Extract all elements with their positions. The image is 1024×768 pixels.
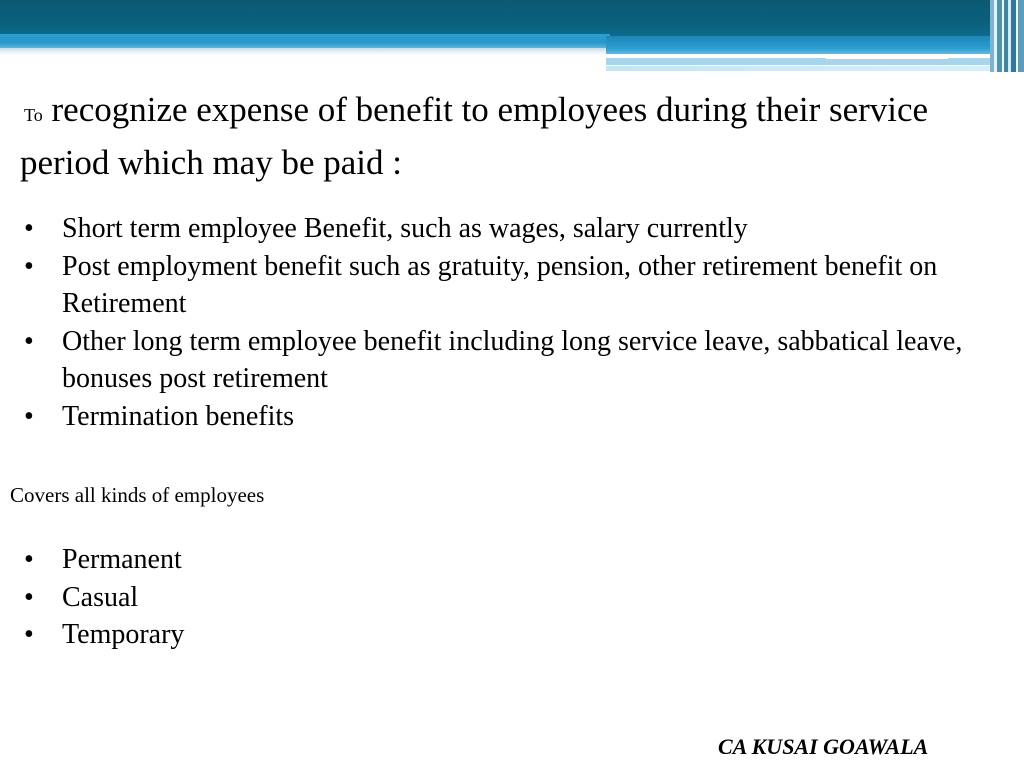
banner-blue-band [0,34,610,48]
list-item [24,616,524,654]
intro-paragraph [20,86,1010,187]
list-item-text: Temporary [62,619,185,650]
bullet-icon: • [24,544,34,575]
list-item-text: Other long term employee benefit including long service leave, sabbatical leave, bonuses post retirement [62,325,963,394]
list-item-text: Post employment benefit such as gratuity, pension, other retirement benefit on Retirement [62,250,938,319]
bullet-icon: • [24,250,34,282]
bullet-icon: • [24,581,34,613]
bullet-icon: • [24,325,34,357]
list-item [24,398,1009,436]
banner-pale-stripe-lower [606,66,1024,71]
banner-dark-band [0,0,1024,36]
banner-shadow [0,47,610,55]
bullet-icon: • [24,619,34,650]
intro-lead-word: To [24,105,43,125]
banner-pale-stripe [606,58,1006,65]
list-item-text: Termination benefits [62,400,295,432]
covers-heading: Covers all kinds of employees [10,483,265,507]
list-item [24,248,1009,323]
bullet-icon: • [24,213,34,244]
benefits-list [24,210,1009,435]
banner-vertical-lines [990,0,1024,72]
list-item [24,323,1009,398]
list-item-text: Permanent [62,544,182,575]
header-banner [0,0,1024,80]
list-item [24,210,1009,248]
list-item [24,579,524,617]
list-item [24,541,524,579]
bullet-icon: • [24,400,34,432]
intro-text: recognize expense of benefit to employees during their service period which may be paid : [20,90,929,182]
author-credit: CA KUSAI GOAWALA [718,734,929,759]
list-item-text: Short term employee Benefit, such as wages, salary currently [62,213,748,244]
list-item-text: Casual [62,581,139,613]
banner-right-block [606,36,1024,54]
employee-kinds-list [24,541,524,654]
banner-white-line [826,57,948,59]
